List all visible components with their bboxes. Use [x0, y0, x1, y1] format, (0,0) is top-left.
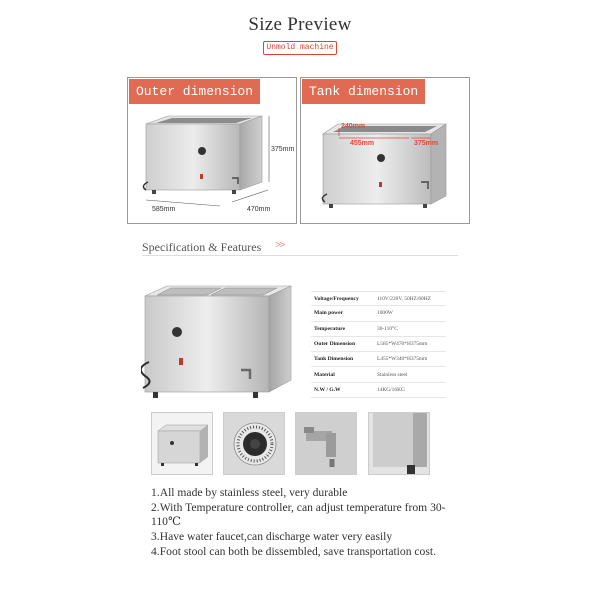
- product-badge: Unmold machine: [263, 41, 337, 55]
- tank-width-label: 375mm: [414, 140, 439, 147]
- spec-value: 110V/220V, 50HZ/60HZ: [377, 295, 431, 302]
- tank-dimension-tab: Tank dimension: [302, 79, 425, 104]
- tank-dimension-panel: [300, 77, 470, 224]
- spec-label: N.W / G.W: [314, 386, 341, 393]
- spec-label: Outer Dimension: [314, 341, 356, 348]
- spec-value: L585*W470*H375mm: [377, 341, 428, 348]
- feature-item: 2.With Temperature controller, can adjust temperature from 30-110℃: [151, 501, 446, 528]
- section-divider: [142, 255, 458, 256]
- thumbnail-machine: [151, 412, 213, 475]
- feature-list: [151, 486, 451, 560]
- spec-label: Main power: [314, 310, 344, 317]
- feature-item: 4.Foot stool can both be dissembled, save transportation cost.: [151, 545, 436, 558]
- outer-dimension-panel: [127, 77, 297, 224]
- spec-row: [311, 337, 446, 352]
- spec-value: Stainless steel: [377, 371, 408, 378]
- outer-length-label: 585mm: [152, 206, 176, 213]
- spec-row: [311, 352, 446, 367]
- outer-dimension-tab: Outer dimension: [129, 79, 260, 104]
- spec-value: 30-110°C: [377, 325, 398, 332]
- spec-row: [311, 367, 446, 382]
- spec-value: 1000W: [377, 310, 393, 317]
- spec-label: Material: [314, 371, 335, 378]
- unmold-machine-image: [141, 282, 293, 404]
- temperature-dial-icon: [223, 412, 285, 475]
- tank-depth-label: 240mm: [341, 123, 366, 130]
- spec-row: [311, 383, 446, 398]
- spec-table: [311, 291, 446, 398]
- feature-item: 1.All made by stainless steel, very durable: [151, 486, 348, 499]
- tank-length-label: 455mm: [350, 140, 375, 147]
- feature-item: 3.Have water faucet,can discharge water very easily: [151, 530, 393, 543]
- outer-height-label: 375mm: [271, 146, 295, 153]
- spec-row: [311, 322, 446, 337]
- spec-label: Temperature: [314, 325, 346, 332]
- outer-width-label: 470mm: [247, 206, 271, 213]
- spec-label: Voltage/Frequency: [314, 295, 359, 302]
- foot-stool-icon: [368, 412, 430, 475]
- spec-value: L455*W340*H375mm: [377, 356, 428, 363]
- water-faucet-icon: [295, 412, 357, 475]
- spec-section-heading: Specification & Features: [142, 240, 262, 254]
- spec-value: 14KG/16KG: [377, 386, 405, 393]
- spec-label: Tank Dimension: [314, 356, 354, 363]
- page-title: Size Preview: [248, 14, 352, 35]
- double-chevron-icon: >>: [275, 239, 284, 251]
- spec-row: [311, 306, 446, 321]
- spec-row: [311, 291, 446, 306]
- tank-machine-illustration: [301, 78, 471, 225]
